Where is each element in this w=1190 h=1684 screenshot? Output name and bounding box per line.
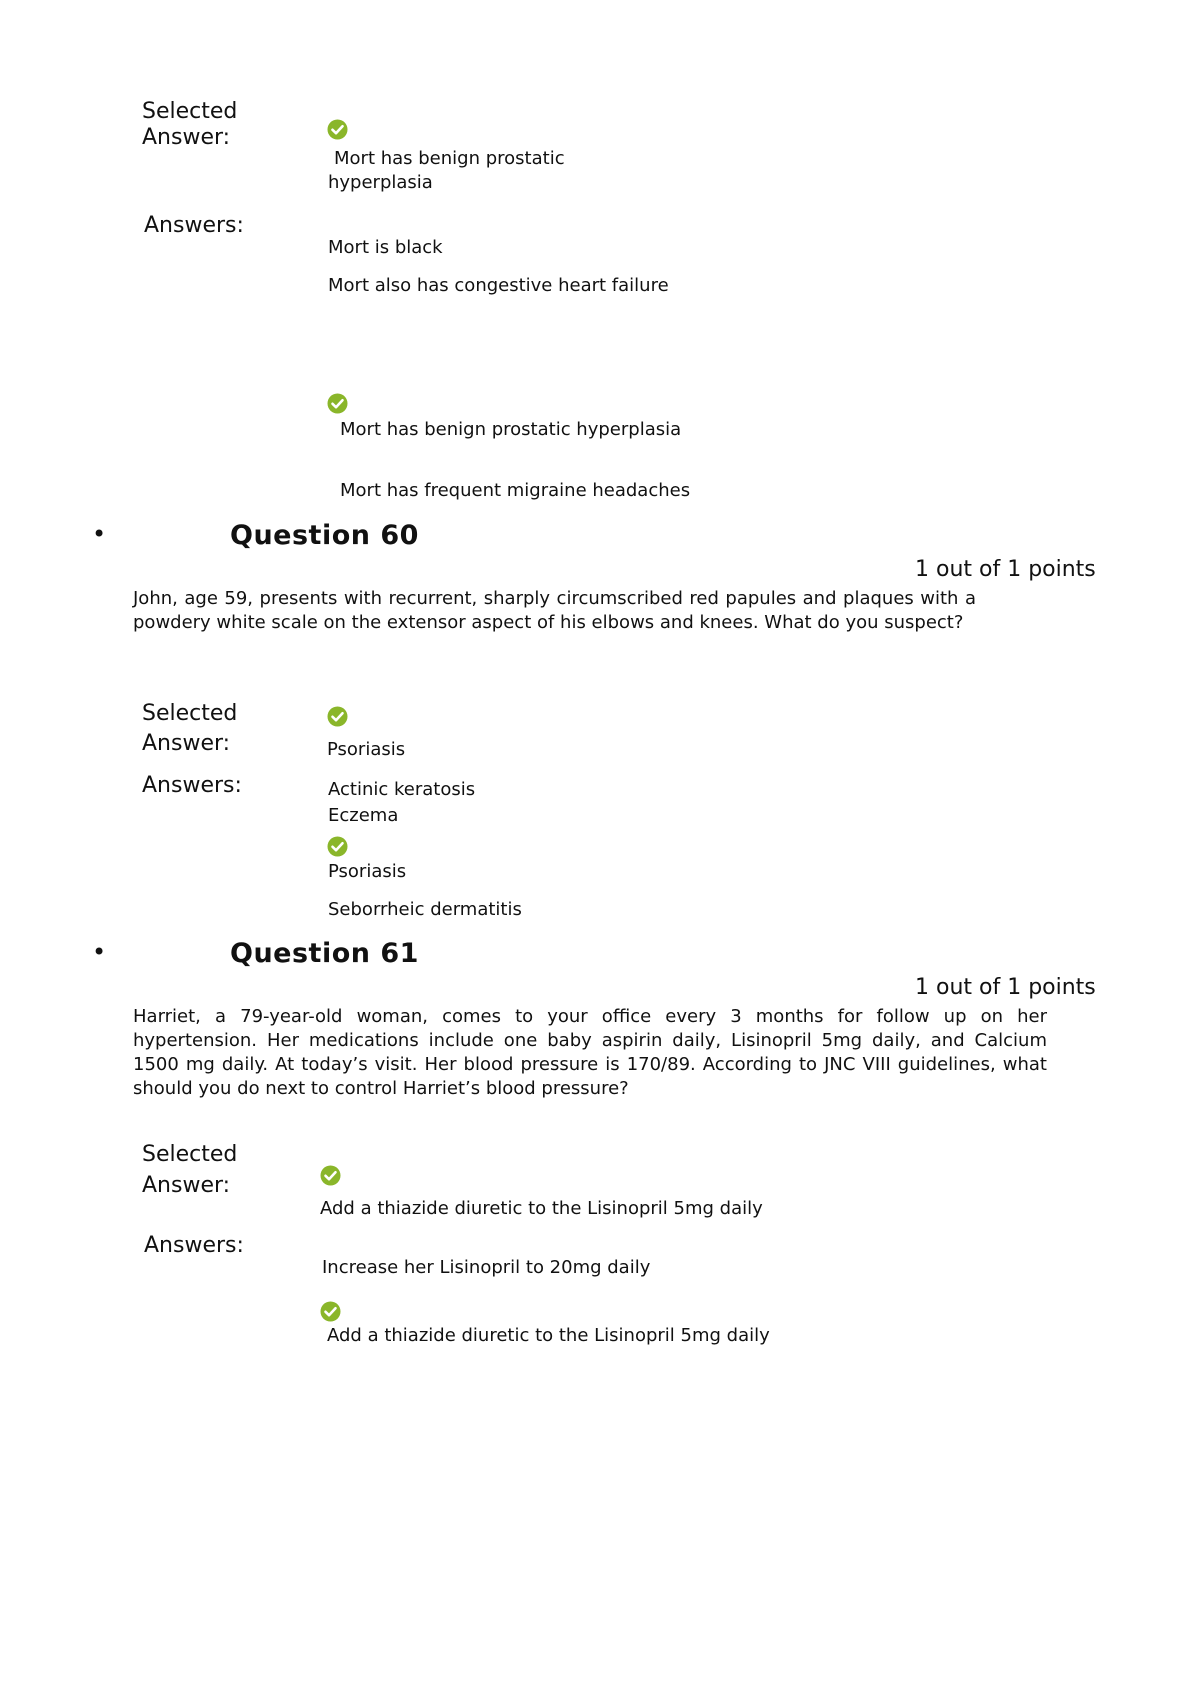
check-circle-icon: [320, 1301, 341, 1322]
answer-option-correct: Psoriasis: [328, 861, 407, 882]
check-circle-icon: [327, 836, 348, 857]
answer-option: Increase her Lisinopril to 20mg daily: [322, 1257, 651, 1278]
selected-answer-label-line2: Answer:: [142, 1173, 231, 1198]
question-title: Question 60: [230, 520, 419, 551]
selected-answer: Psoriasis: [327, 739, 406, 760]
check-circle-icon: [327, 706, 348, 727]
check-circle-icon: [327, 119, 348, 140]
selected-answer-label-line2: Answer:: [142, 731, 231, 756]
selected-answer-label-line1: Selected: [142, 1142, 238, 1167]
selected-answer-label-line1: Selected: [142, 701, 238, 726]
selected-answer-label-line1: Selected: [142, 99, 238, 124]
answer-option-correct: Mort has benign prostatic hyperplasia: [340, 419, 682, 440]
question-points: 1 out of 1 points: [915, 557, 1096, 582]
answer-option: Seborrheic dermatitis: [328, 899, 522, 920]
answer-option-correct: Add a thiazide diuretic to the Lisinopril 5mg daily: [327, 1325, 770, 1346]
check-circle-icon: [320, 1165, 341, 1186]
bullet: •: [92, 520, 107, 548]
selected-answer-line2: hyperplasia: [328, 172, 433, 193]
question-text: John, age 59, presents with recurrent, sharply circumscribed red papules and plaques with a powdery white scale on the extensor aspect of his elbows and knees. What do you suspect?: [133, 588, 976, 633]
answer-option: Actinic keratosis: [328, 779, 476, 800]
question-title: Question 61: [230, 938, 419, 969]
answers-label: Answers:: [144, 213, 244, 238]
bullet: •: [92, 938, 107, 966]
question-points: 1 out of 1 points: [915, 975, 1096, 1000]
selected-answer-label-line2: Answer:: [142, 125, 231, 150]
answers-label: Answers:: [142, 773, 242, 798]
selected-answer: Add a thiazide diuretic to the Lisinopril 5mg daily: [320, 1198, 763, 1219]
answer-option: Eczema: [328, 805, 399, 826]
answer-option: Mort has frequent migraine headaches: [340, 480, 691, 501]
check-circle-icon: [327, 393, 348, 414]
answer-option: Mort is black: [328, 237, 443, 258]
answers-label: Answers:: [144, 1233, 244, 1258]
selected-answer-line1: Mort has benign prostatic: [334, 148, 565, 169]
answer-option: Mort also has congestive heart failure: [328, 275, 669, 296]
question-text: Harriet, a 79-year-old woman, comes to your office every 3 months for follow up on her hypertension. Her medications include one baby aspirin daily, Lisinopril 5mg daily, and Calcium 1500 mg daily. At today’s visit. Her blood pressure is 170/89. According to JNC VIII guidelines, what should you do next to control Harriet’s blood pressure?: [133, 1006, 1047, 1099]
